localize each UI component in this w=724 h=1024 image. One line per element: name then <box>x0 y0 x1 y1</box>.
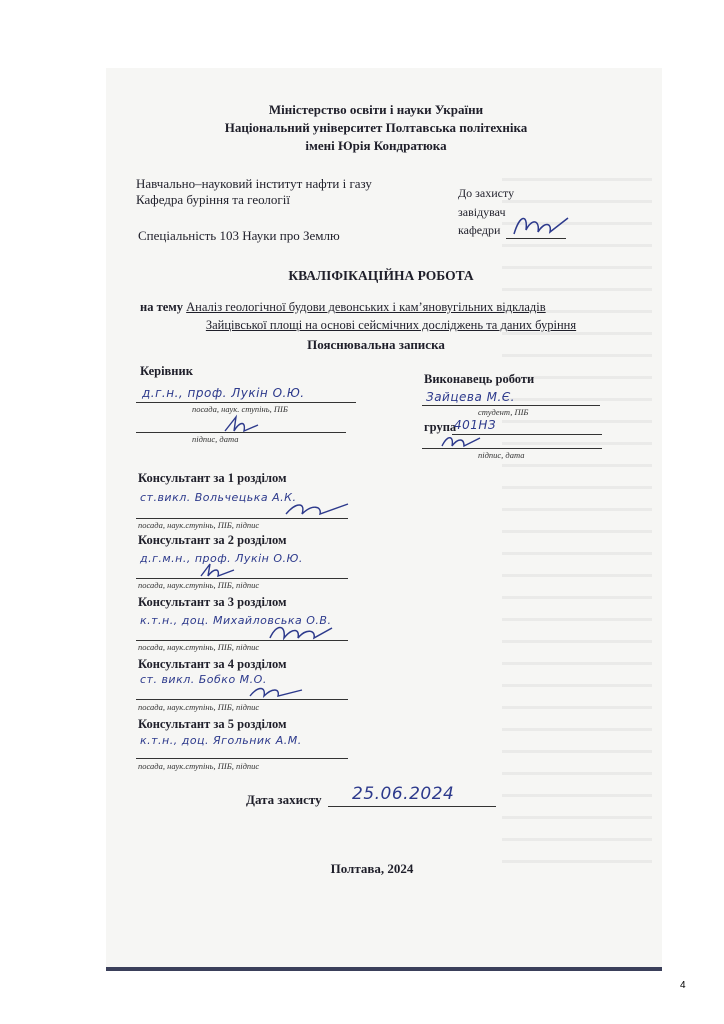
institute-name: Навчально–науковий інститут нафти і газу <box>136 176 372 191</box>
topic-line-2: Зайцівської площі на основі сейсмічних досліджень та даних буріння <box>205 318 577 332</box>
consultant-1-handwritten-name: ст.викл. Вольчецька А.К. <box>140 491 297 504</box>
performer-handwritten-name: Зайцева М.Є. <box>426 390 515 404</box>
consultant-1-label: Консультант за 1 розділом <box>138 471 287 485</box>
supervisor-name-line <box>136 402 356 403</box>
ministry-heading: Міністерство освіти і науки України <box>268 102 484 117</box>
defense-date-label: Дата захисту <box>246 792 322 807</box>
supervisor-signature-line <box>136 432 346 433</box>
consultant-1-caption: посада, наук.ступінь, ПІБ, підпис <box>138 520 260 530</box>
topic-line-1: Аналіз геологічної будови девонських і кам’яновугільних відкладів <box>186 300 546 314</box>
defense-date-line <box>328 806 496 807</box>
consultant-3-line <box>136 640 348 641</box>
consultant-1-signature <box>282 498 352 520</box>
consultant-5-label: Консультант за 5 розділом <box>138 717 287 731</box>
consultant-3-handwritten-name: к.т.н., доц. Михайловська О.В. <box>140 614 332 627</box>
department-name: Кафедра буріння та геології <box>136 192 290 207</box>
supervisor-handwritten-name: д.г.н., проф. Лукін О.Ю. <box>142 386 305 400</box>
bleed-through-text <box>502 178 652 878</box>
specialty-text: Спеціальність 103 Науки про Землю <box>138 228 340 243</box>
group-handwritten-value: 401НЗ <box>454 418 497 432</box>
consultant-2-label: Консультант за 2 розділом <box>138 533 287 547</box>
consultant-4-label: Консультант за 4 розділом <box>138 657 287 671</box>
consultant-4-handwritten-name: ст. викл. Бобко М.О. <box>140 673 267 686</box>
approval-line-1: До захисту <box>458 186 515 200</box>
consultant-5-caption: посада, наук.ступінь, ПІБ, підпис <box>138 761 260 771</box>
consultant-5-line <box>136 758 348 759</box>
approval-line-2: завідувач <box>458 205 506 219</box>
head-of-department-signature <box>510 210 572 240</box>
consultant-2-caption: посада, наук.ступінь, ПІБ, підпис <box>138 580 260 590</box>
supervisor-label: Керівник <box>140 364 193 378</box>
consultant-4-caption: посада, наук.ступінь, ПІБ, підпис <box>138 702 260 712</box>
consultant-2-signature <box>198 560 238 580</box>
consultant-2-handwritten-name: д.г.м.н., проф. Лукін О.Ю. <box>140 552 303 565</box>
consultant-3-caption: посада, наук.ступінь, ПІБ, підпис <box>138 642 260 652</box>
defense-date-handwritten: 25.06.2024 <box>352 784 455 804</box>
consultant-1-line <box>136 518 348 519</box>
city-year-footer: Полтава, 2024 <box>330 861 414 876</box>
performer-name-line <box>422 405 600 406</box>
performer-signature-line <box>422 448 602 449</box>
scanned-title-page <box>106 68 662 971</box>
supervisor-caption-name: посада, наук. ступінь, ПІБ <box>192 404 288 414</box>
consultant-5-handwritten-name: к.т.н., доц. Ягольник А.М. <box>140 734 302 747</box>
consultant-3-label: Консультант за 3 розділом <box>138 595 287 609</box>
performer-caption-name: студент, ПІБ <box>478 407 529 417</box>
consultant-4-line <box>136 699 348 700</box>
supervisor-caption-signature: підпис, дата <box>192 434 239 444</box>
explanatory-note-subtitle: Пояснювальна записка <box>307 337 445 352</box>
performer-label: Виконавець роботи <box>424 372 535 386</box>
topic-prefix: на тему <box>140 300 184 314</box>
named-after-heading: імені Юрія Кондратюка <box>305 138 447 153</box>
page-number: 4 <box>680 980 686 991</box>
university-heading: Національний університет Полтавська політехніка <box>224 120 528 135</box>
group-label: група <box>424 420 457 434</box>
document-title: КВАЛІФІКАЦІЙНА РОБОТА <box>288 268 474 283</box>
scan-bottom-edge <box>106 967 662 971</box>
approval-line-3: кафедри <box>458 223 501 237</box>
performer-caption-signature: підпис, дата <box>478 450 525 460</box>
consultant-2-line <box>136 578 348 579</box>
